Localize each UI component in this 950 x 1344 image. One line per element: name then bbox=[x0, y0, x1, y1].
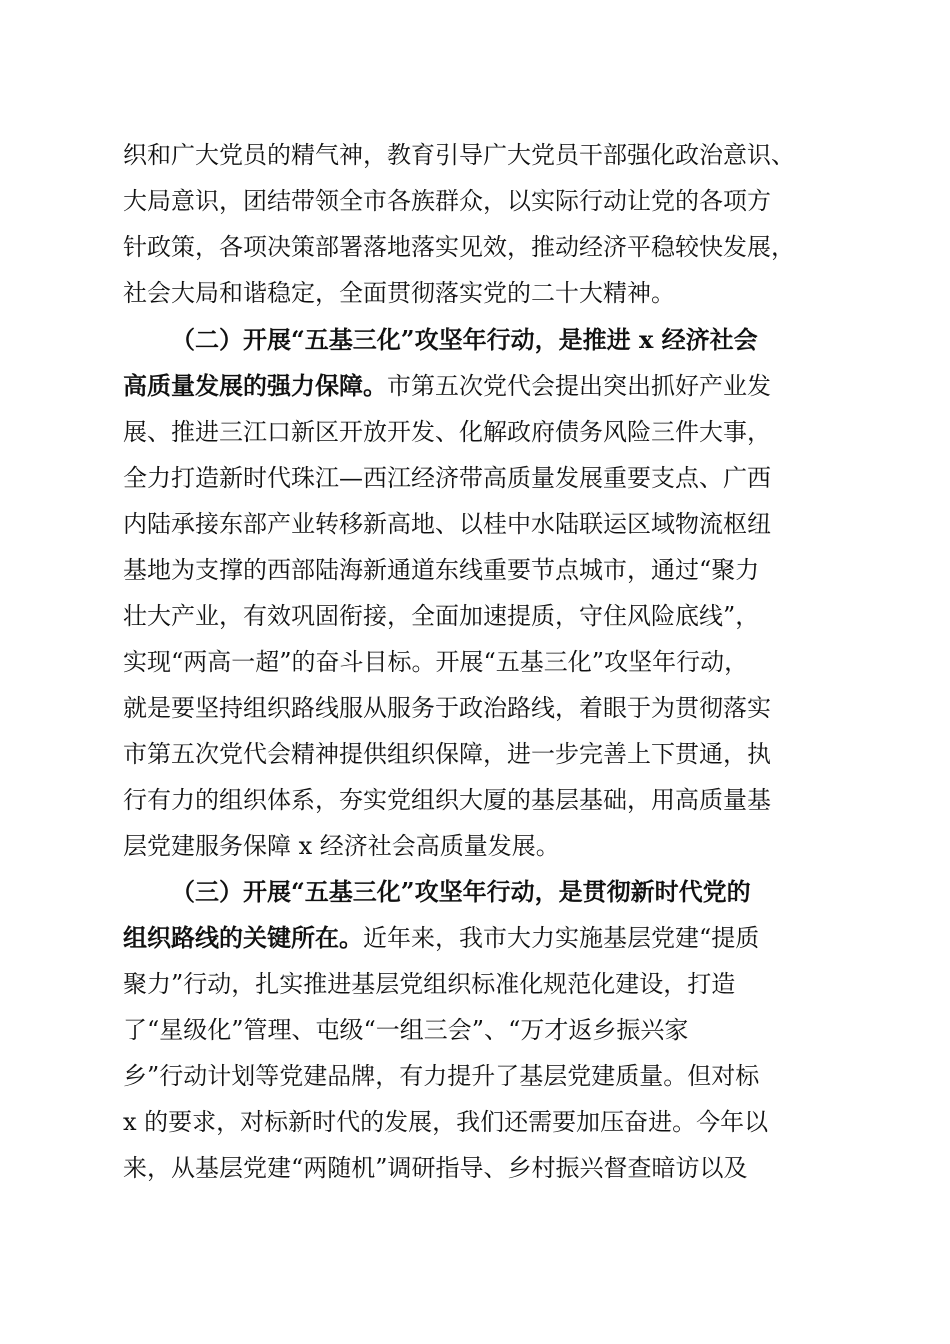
p2-line-7: 壮大产业，有效巩固衔接，全面加速提质，守住风险底线”， bbox=[123, 602, 760, 630]
p3-line-4: 了“星级化”管理、屯级“一组三会”、“万才返乡振兴家 bbox=[123, 1016, 689, 1044]
p2-line-2 bbox=[123, 366, 771, 406]
p2-line-8: 实现“两高一超”的奋斗目标。开展“五基三化”攻坚年行动， bbox=[123, 648, 749, 676]
p2-line-4: 全力打造新时代珠江—西江经济带高质量发展重要支点、广西 bbox=[123, 464, 771, 492]
p2-line-5: 内陆承接东部产业转移新高地、以桂中水陆联运区域物流枢纽 bbox=[123, 510, 771, 538]
p3-line-2 bbox=[123, 918, 759, 958]
p3-line-2-rest: 近年来，我市大力实施基层党建“提质 bbox=[363, 924, 760, 952]
p1-line-4: 社会大局和谐稳定，全面贯彻落实党的二十大精神。 bbox=[123, 279, 675, 307]
p2-heading-line-2: 高质量发展的强力保障。 bbox=[123, 371, 387, 400]
p2-line-11: 行有力的组织体系，夯实党组织大厦的基层基础，用高质量基 bbox=[123, 786, 771, 814]
p3-line-5: 乡”行动计划等党建品牌，有力提升了基层党建质量。但对标 bbox=[123, 1062, 760, 1090]
p2-heading-line-1: （二）开展“五基三化”攻坚年行动，是推进 x 经济社会 bbox=[171, 325, 758, 354]
p2-line-12: 层党建服务保障 x 经济社会高质量发展。 bbox=[123, 832, 560, 860]
p2-line-10: 市第五次党代会精神提供组织保障，进一步完善上下贯通，执 bbox=[123, 740, 771, 768]
p3-line-3: 聚力”行动，扎实推进基层党组织标准化规范化建设，打造 bbox=[123, 970, 736, 998]
p2-line-9: 就是要坚持组织路线服从服务于政治路线，着眼于为贯彻落实 bbox=[123, 694, 771, 722]
p3-heading-line-1: （三）开展“五基三化”攻坚年行动，是贯彻新时代党的 bbox=[171, 877, 751, 906]
p3-heading-line-2: 组织路线的关键所在。 bbox=[123, 923, 363, 952]
p1-line-1: 织和广大党员的精气神，教育引导广大党员干部强化政治意识、 bbox=[123, 141, 795, 169]
p2-line-3: 展、推进三江口新区开放开发、化解政府债务风险三件大事， bbox=[123, 418, 771, 446]
p3-line-6: x 的要求，对标新时代的发展，我们还需要加压奋进。今年以 bbox=[123, 1108, 769, 1136]
p2-line-6: 基地为支撑的西部陆海新通道东线重要节点城市，通过“聚力 bbox=[123, 556, 760, 584]
p1-line-3: 针政策，各项决策部署落地落实见效，推动经济平稳较快发展， bbox=[123, 233, 795, 261]
p2-line-2-rest: 市第五次党代会提出突出抓好产业发 bbox=[387, 372, 771, 400]
p3-line-7: 来，从基层党建“两随机”调研指导、乡村振兴督查暗访以及 bbox=[123, 1154, 748, 1182]
p1-line-2: 大局意识，团结带领全市各族群众，以实际行动让党的各项方 bbox=[123, 187, 771, 215]
